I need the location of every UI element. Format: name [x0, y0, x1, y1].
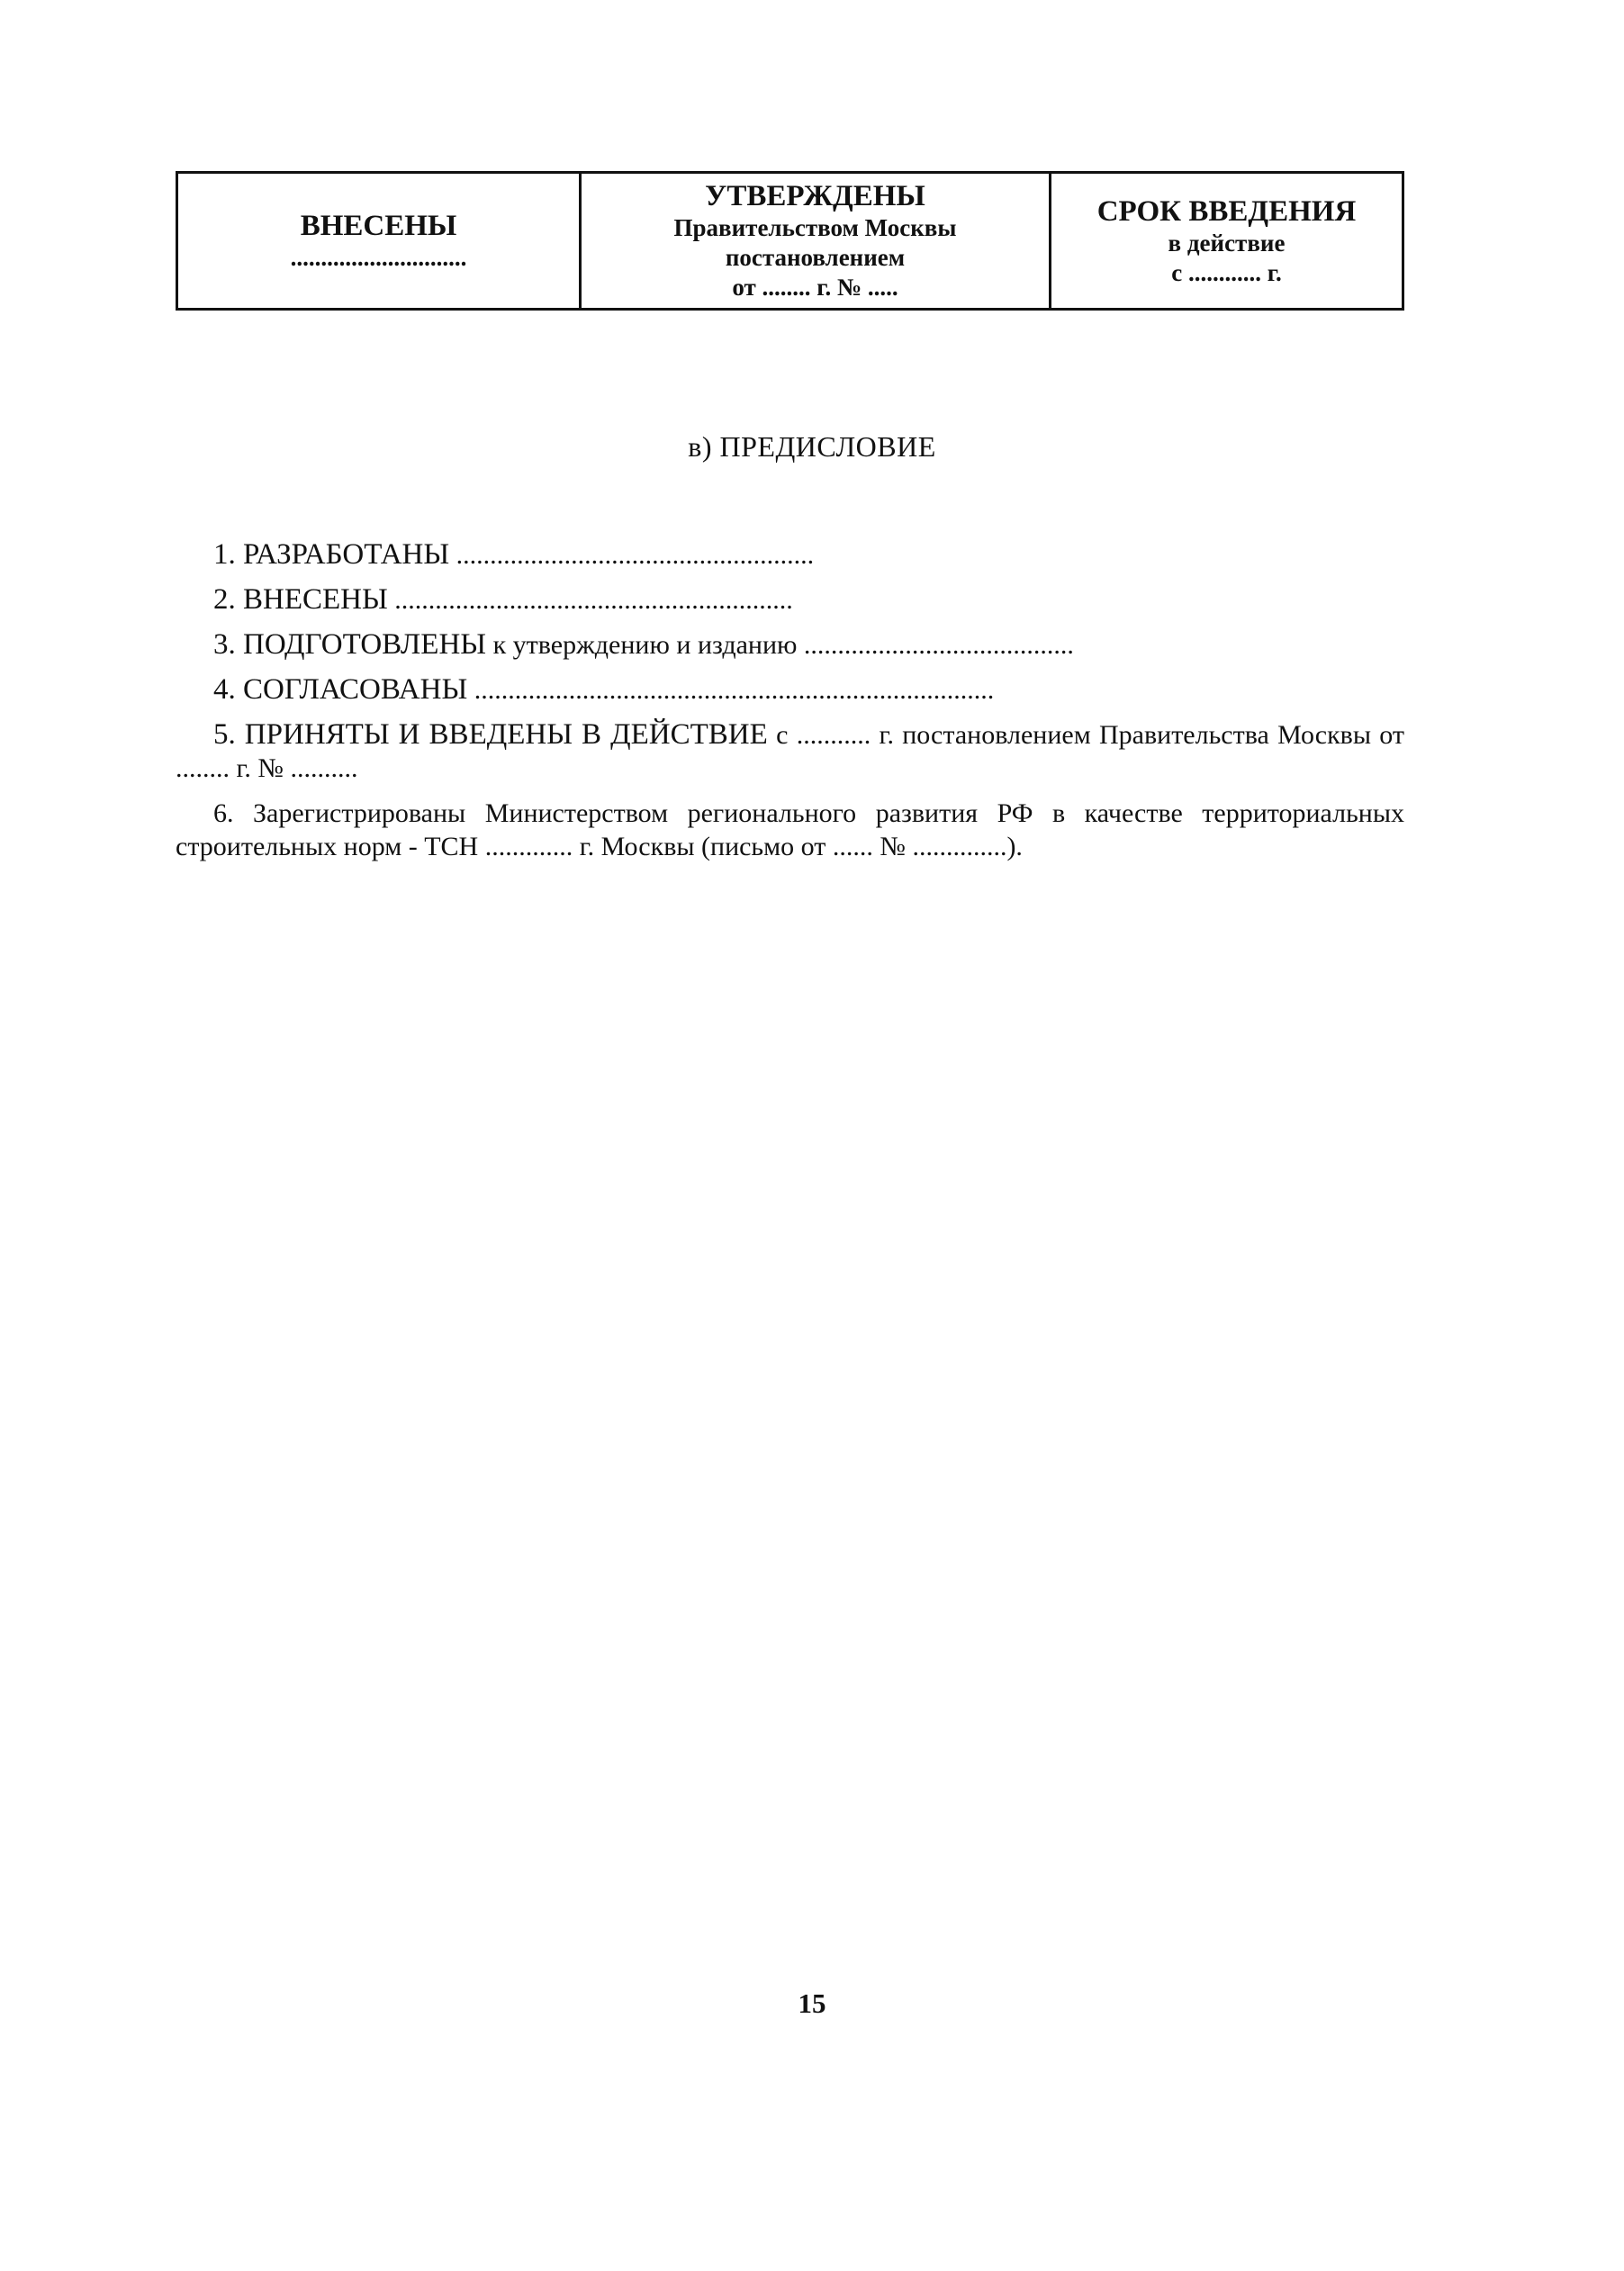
approved-title: УТВЕРЖДЕНЫ [705, 180, 925, 212]
item-label: 4. СОГЛАСОВАНЫ [213, 673, 468, 706]
item-label: 6. Зарегистрированы [213, 798, 466, 828]
preface-item-5 [176, 718, 1404, 785]
preface-item-2 [176, 583, 1404, 617]
effective-line2: с ............ г. [1171, 258, 1282, 286]
header-cell-effective-date [1051, 174, 1402, 308]
preface-items [176, 538, 1404, 875]
approved-line2: постановлением [725, 244, 906, 271]
effective-line1: в действие [1168, 229, 1286, 257]
preface-title: в) ПРЕДИСЛОВИЕ [688, 430, 936, 463]
preface-item-4 [176, 673, 1404, 707]
item-label: 2. ВНЕСЕНЫ [213, 583, 388, 616]
preface-item-3 [176, 628, 1404, 662]
header-cell-approved [582, 174, 1051, 308]
approved-line1: Правительством Москвы [673, 214, 957, 241]
header-table [176, 171, 1404, 311]
introduced-dots: ............................. [290, 244, 467, 271]
item-label: 1. РАЗРАБОТАНЫ [213, 538, 450, 571]
preface-item-1 [176, 538, 1404, 572]
item-text: ........................................................... [387, 585, 793, 615]
header-cell-introduced [178, 174, 582, 308]
effective-title: СРОК ВВЕДЕНИЯ [1096, 194, 1357, 228]
page-number: 15 [798, 1987, 826, 2019]
item-label: 3. ПОДГОТОВЛЕНЫ [213, 628, 487, 661]
item-text: ............................................................................. [467, 675, 995, 705]
item-text: к утверждению и изданию ........................................ [486, 630, 1074, 660]
item-text: с ........... г. постановлением Правительства Москвы от ........ г. № .......... [176, 720, 1404, 783]
item-text: Министерством регионального развития РФ в качестве территориальных строительных норм - ТСН ............. г. Москвы (письмо от ...... № ..............). [176, 798, 1404, 861]
preface-item-6 [176, 797, 1404, 863]
approved-line3: от ........ г. № ..... [732, 274, 898, 301]
introduced-title: ВНЕСЕНЫ [300, 210, 457, 242]
item-text: ..................................................... [449, 540, 815, 570]
item-label: 5. ПРИНЯТЫ И ВВЕДЕНЫ В ДЕЙСТВИЕ [213, 718, 768, 751]
